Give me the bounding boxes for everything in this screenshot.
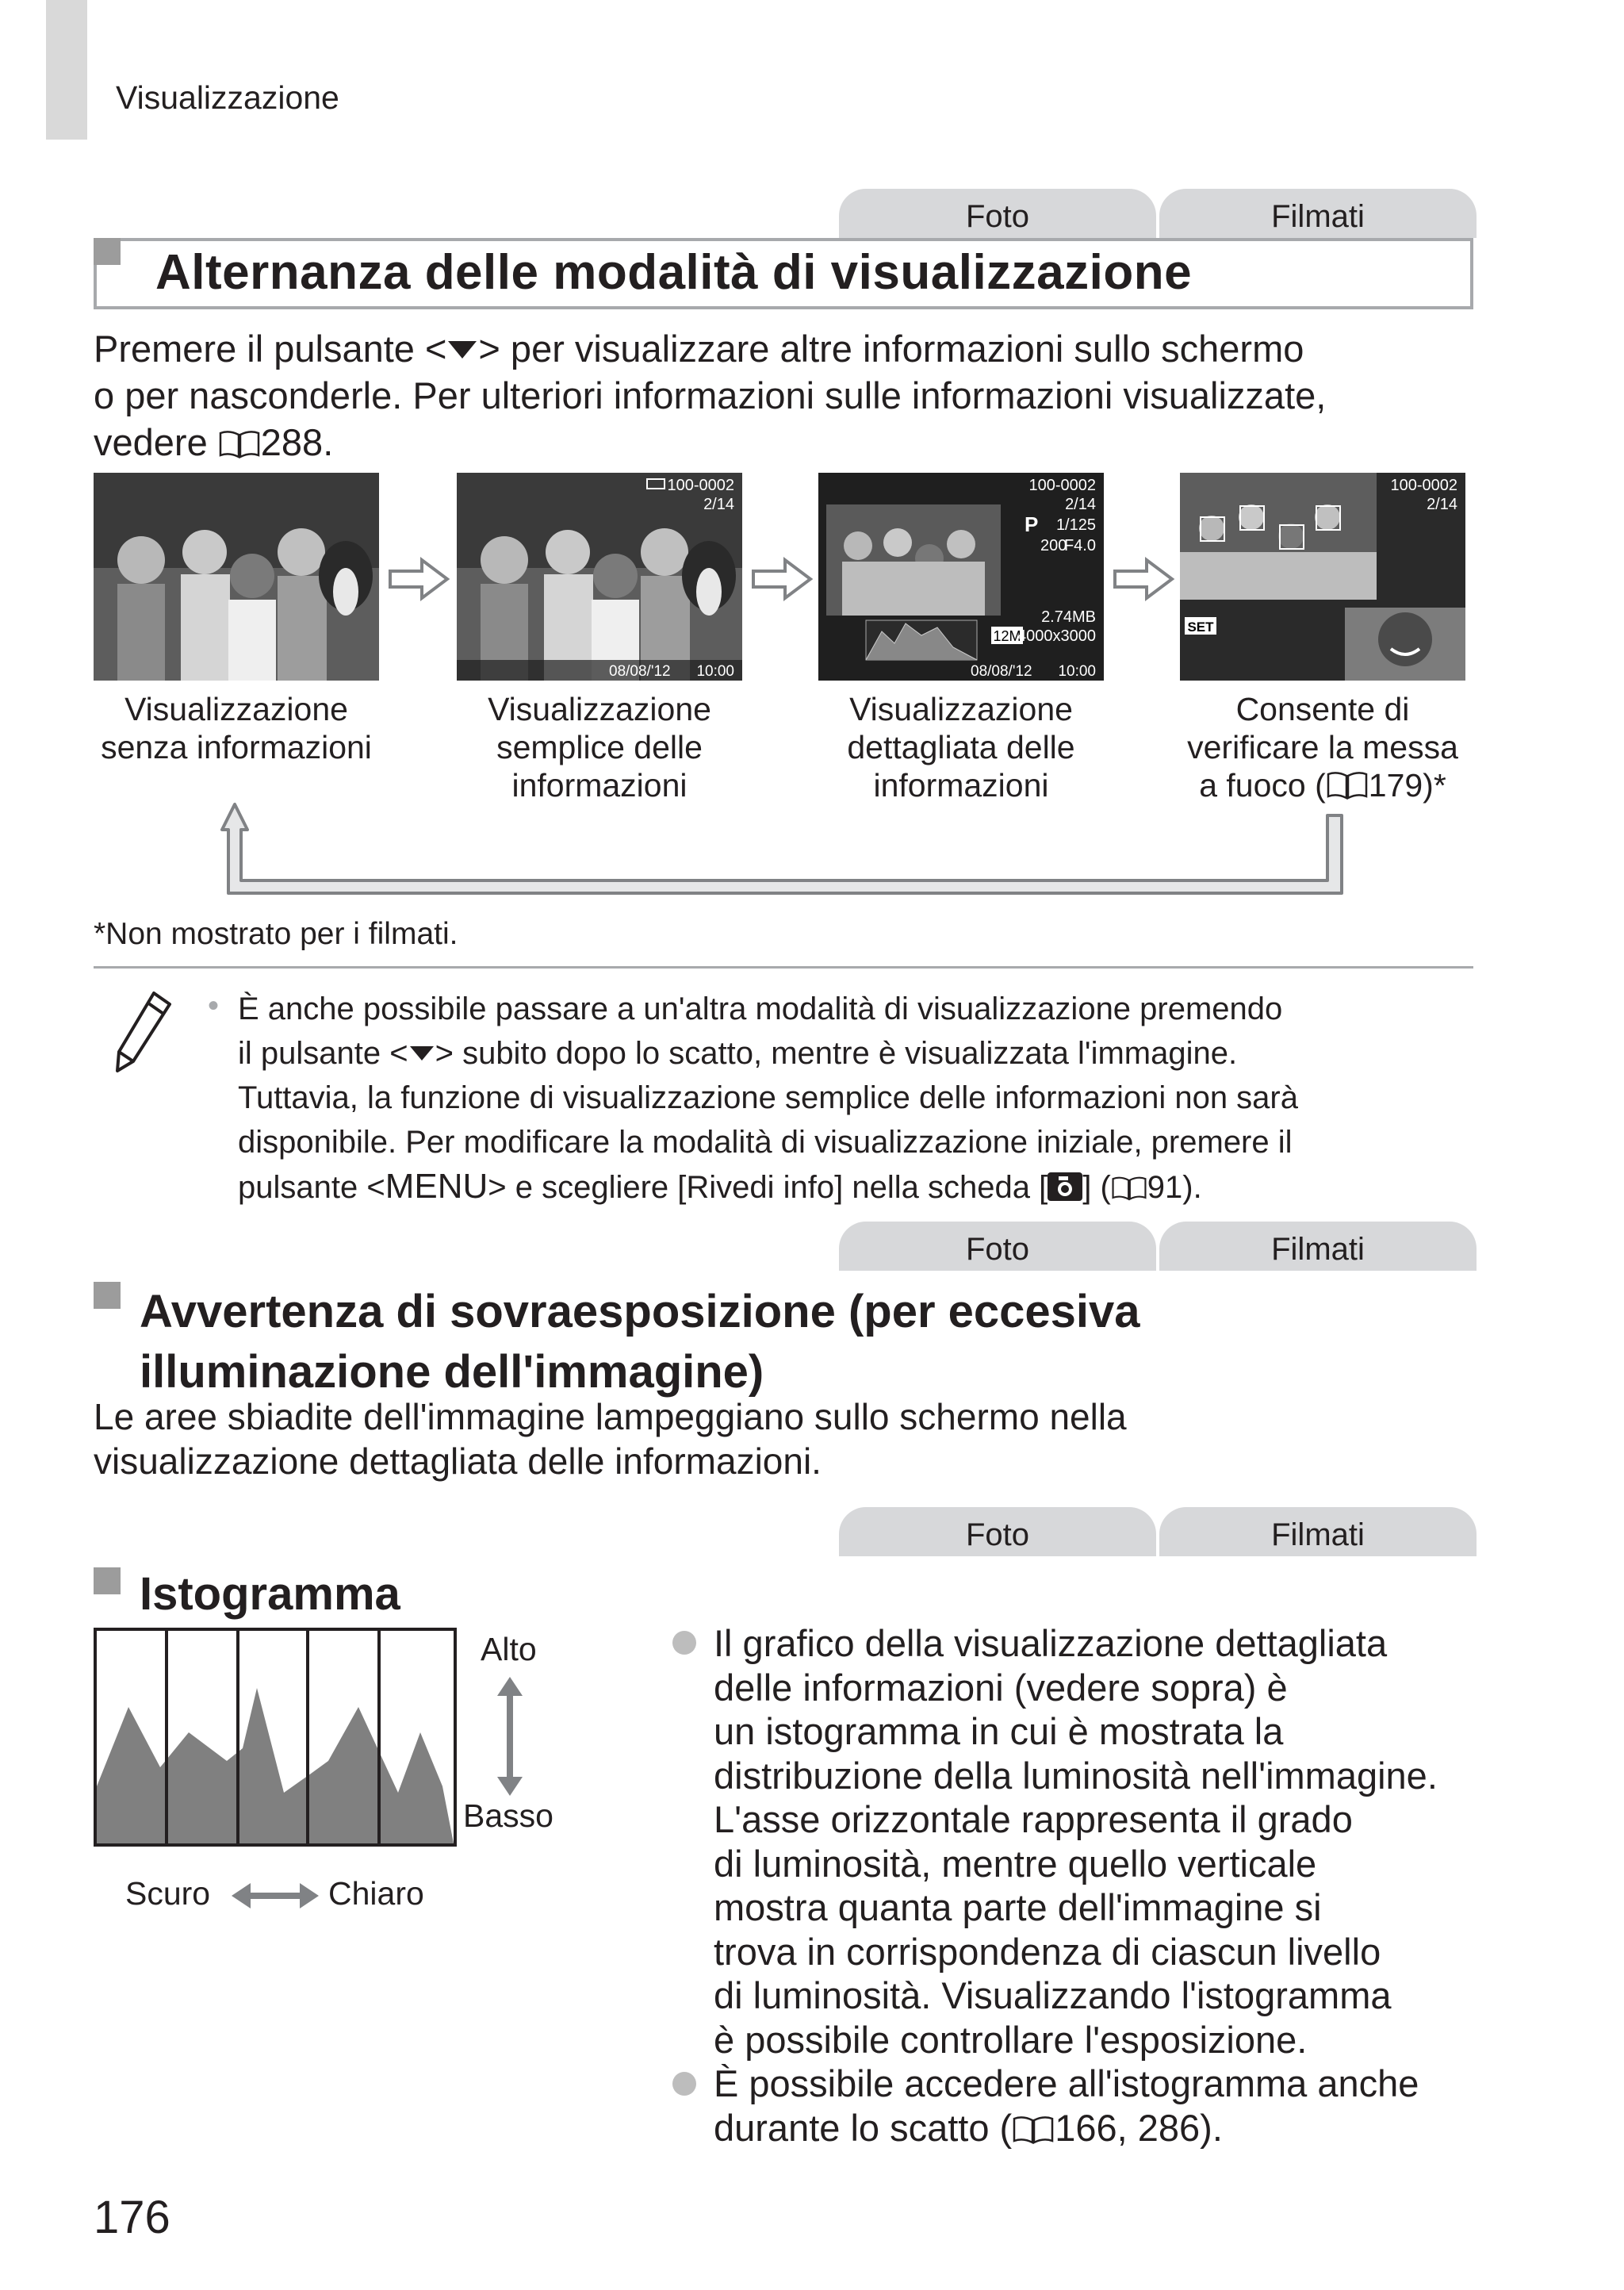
divider bbox=[94, 966, 1473, 969]
section-marker bbox=[94, 1282, 121, 1309]
photo-children-dog bbox=[457, 473, 742, 681]
note-text-part: > subito dopo lo scatto, mentre è visualizzata l'immagine. bbox=[435, 1036, 1238, 1071]
histogram-explanation bbox=[714, 1621, 1507, 2150]
intro-text: vedere bbox=[94, 421, 218, 463]
menu-button-label: MENU bbox=[385, 1167, 488, 1206]
caption-line: verificare la messa bbox=[1187, 729, 1458, 765]
bullet-text: durante lo scatto ( bbox=[714, 2106, 1013, 2149]
section-title: Alternanza delle modalità di visualizzazione bbox=[155, 245, 1193, 300]
bullet-line: è possibile controllare l'esposizione. bbox=[714, 2018, 1308, 2061]
image-count: 2/14 bbox=[1065, 496, 1096, 513]
bullet-line: delle informazioni (vedere sopra) è bbox=[714, 1666, 1288, 1709]
page-ref: 91). bbox=[1147, 1170, 1202, 1205]
screen-focus-check bbox=[1180, 473, 1465, 681]
bullet-dot bbox=[672, 2072, 696, 2096]
caption-line: semplice delle bbox=[496, 729, 703, 765]
return-loop-arrow bbox=[206, 796, 1348, 896]
file-number: 100-0002 bbox=[1390, 477, 1457, 494]
tab-photo: Foto bbox=[839, 189, 1156, 238]
intro-text: Premere il pulsante < bbox=[94, 328, 447, 370]
tab-movie: Filmati bbox=[1159, 189, 1477, 238]
horizontal-double-arrow-icon bbox=[230, 1880, 320, 1912]
note-text-part: il pulsante < bbox=[238, 1036, 408, 1071]
intro-paragraph bbox=[94, 325, 1489, 466]
right-arrow-icon bbox=[387, 555, 450, 603]
shot-time: 10:00 bbox=[696, 663, 734, 680]
shot-time: 10:00 bbox=[1058, 663, 1096, 680]
mode-tabs-2 bbox=[839, 1222, 1477, 1271]
screen-simple-info bbox=[457, 473, 742, 681]
note-line: È anche possibile passare a un'altra modalità di visualizzazione premendo bbox=[238, 992, 1283, 1026]
aperture-value: F4.0 bbox=[1063, 537, 1096, 554]
screen-no-info bbox=[94, 473, 379, 681]
iso-value: 200 bbox=[1040, 537, 1067, 554]
image-count: 2/14 bbox=[703, 496, 734, 513]
histogram-graph bbox=[97, 1631, 454, 1843]
section-title bbox=[140, 1282, 1408, 1402]
caption-line: senza informazioni bbox=[101, 729, 372, 765]
page-number: 176 bbox=[94, 2192, 170, 2243]
file-size: 2.74MB bbox=[1041, 608, 1096, 626]
book-reference-icon bbox=[218, 430, 261, 458]
set-button-label: SET bbox=[1187, 619, 1214, 635]
intro-text: o per nasconderle. Per ulteriori informazioni sulle informazioni visualizzate, bbox=[94, 374, 1327, 416]
section-title: Istogramma bbox=[140, 1568, 400, 1620]
body-line: visualizzazione dettagliata delle informazioni. bbox=[94, 1440, 822, 1482]
note-line bbox=[238, 1164, 1459, 1210]
bullet-line bbox=[714, 2106, 1507, 2150]
caption-line: Visualizzazione bbox=[124, 691, 348, 727]
mode-tabs-3 bbox=[839, 1507, 1477, 1556]
down-button-icon bbox=[446, 339, 478, 360]
header-side-bar bbox=[46, 0, 87, 140]
note-text bbox=[238, 987, 1459, 1210]
tab-photo: Foto bbox=[839, 1507, 1156, 1556]
section-marker bbox=[94, 238, 121, 265]
bullet-line: Il grafico della visualizzazione dettagliata bbox=[714, 1622, 1388, 1664]
caption-line: informazioni bbox=[511, 767, 688, 804]
book-reference-icon bbox=[1111, 1176, 1147, 1201]
file-number: 100-0002 bbox=[667, 477, 734, 494]
tab-movie: Filmati bbox=[1159, 1507, 1477, 1556]
book-reference-icon bbox=[1012, 2115, 1055, 2144]
dark-label: Scuro bbox=[125, 1875, 211, 1912]
bullet-line: di luminosità, mentre quello verticale bbox=[714, 1842, 1317, 1885]
caption-no-info bbox=[54, 690, 419, 766]
caption-line: Visualizzazione bbox=[849, 691, 1073, 727]
megapixel-badge: 12M bbox=[993, 628, 1021, 644]
image-resolution: 4000x3000 bbox=[1017, 627, 1096, 645]
note-line: Tuttavia, la funzione di visualizzazione semplice delle informazioni non sarà bbox=[238, 1080, 1298, 1115]
detailed-info-display bbox=[818, 473, 1104, 681]
file-number: 100-0002 bbox=[1028, 477, 1096, 494]
bullet-line: È possibile accedere all'istogramma anche bbox=[714, 2062, 1419, 2104]
section-marker bbox=[94, 1567, 121, 1594]
caption-detailed-info bbox=[779, 690, 1143, 804]
bullet-dot bbox=[672, 1631, 696, 1655]
shutter-speed: 1/125 bbox=[1055, 516, 1096, 534]
caption-simple-info bbox=[417, 690, 782, 804]
title-line: Avvertenza di sovraesposizione (per eccesiva bbox=[140, 1286, 1140, 1337]
pencil-note-icon bbox=[111, 988, 174, 1076]
caption-text: a fuoco ( bbox=[1199, 767, 1326, 804]
intro-text: > per visualizzare altre informazioni sullo schermo bbox=[478, 328, 1304, 370]
focus-check-display bbox=[1180, 473, 1465, 681]
bullet-line: un istogramma in cui è mostrata la bbox=[714, 1710, 1284, 1752]
page-ref: 288. bbox=[260, 421, 334, 463]
bullet-line: L'asse orizzontale rappresenta il grado bbox=[714, 1798, 1353, 1840]
caption-line: dettagliata delle bbox=[847, 729, 1075, 765]
body-line: Le aree sbiadite dell'immagine lampeggiano sullo schermo nella bbox=[94, 1396, 1127, 1437]
image-count: 2/14 bbox=[1427, 496, 1457, 513]
book-reference-icon bbox=[1326, 771, 1369, 800]
page-ref: 166, 286). bbox=[1055, 2106, 1223, 2149]
histogram-illustration bbox=[94, 1628, 457, 1847]
note-text-part: ] ( bbox=[1082, 1170, 1111, 1205]
note-line: disponibile. Per modificare la modalità di visualizzazione iniziale, premere il bbox=[238, 1125, 1293, 1160]
caption-line: Consente di bbox=[1235, 691, 1410, 727]
title-line: illuminazione dell'immagine) bbox=[140, 1346, 764, 1398]
caption-line: informazioni bbox=[873, 767, 1049, 804]
photo-children-dog bbox=[94, 473, 379, 681]
note-line bbox=[238, 1031, 1459, 1076]
note-bullet: • bbox=[208, 988, 220, 1023]
camera-tab-icon bbox=[1048, 1172, 1082, 1201]
note-text-part: pulsante < bbox=[238, 1170, 385, 1205]
caption-line: Visualizzazione bbox=[488, 691, 711, 727]
shooting-mode: P bbox=[1025, 512, 1039, 536]
low-label: Basso bbox=[463, 1797, 553, 1834]
caption-focus-check bbox=[1140, 690, 1505, 804]
right-arrow-icon bbox=[1112, 555, 1175, 603]
vertical-double-arrow-icon bbox=[495, 1675, 525, 1797]
high-label: Alto bbox=[481, 1631, 537, 1667]
note-text-part: > e scegliere [Rivedi info] nella scheda [ bbox=[488, 1170, 1048, 1205]
page-ref: 179)* bbox=[1368, 767, 1446, 804]
bullet-line: trova in corrispondenza di ciascun livello bbox=[714, 1930, 1381, 1973]
bullet-line: distribuzione della luminosità nell'immagine. bbox=[714, 1754, 1438, 1797]
screen-detailed-info bbox=[818, 473, 1104, 681]
mode-tabs-1 bbox=[839, 189, 1477, 238]
bullet-line: di luminosità. Visualizzando l'istogramma bbox=[714, 1974, 1392, 2016]
shot-date: 08/08/'12 bbox=[971, 663, 1032, 680]
down-button-icon bbox=[408, 1045, 435, 1062]
footnote: *Non mostrato per i filmati. bbox=[94, 917, 458, 951]
bright-label: Chiaro bbox=[328, 1875, 424, 1912]
bullet-line: mostra quanta parte dell'immagine si bbox=[714, 1886, 1322, 1928]
tab-photo: Foto bbox=[839, 1222, 1156, 1271]
section-body bbox=[94, 1394, 1442, 1483]
right-arrow-icon bbox=[750, 555, 814, 603]
running-header: Visualizzazione bbox=[116, 79, 339, 116]
tab-movie: Filmati bbox=[1159, 1222, 1477, 1271]
shot-date: 08/08/'12 bbox=[609, 663, 671, 680]
